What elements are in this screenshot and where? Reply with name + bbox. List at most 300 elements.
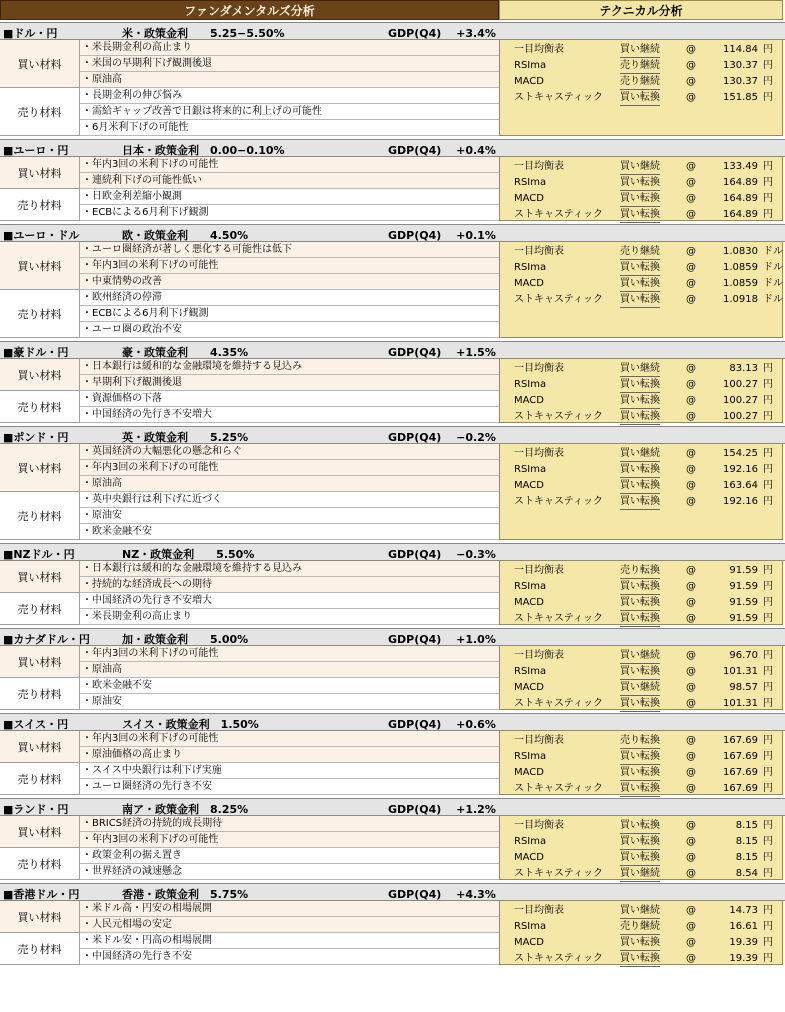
signal-status: 買い転換 xyxy=(620,611,660,627)
buy-factors-label: 買い材料 xyxy=(0,40,80,88)
signal-price: 91.59 xyxy=(729,581,758,592)
pair-name: ■ポンド・円 xyxy=(3,431,69,444)
signal-status: 買い継続 xyxy=(620,361,660,377)
currency-unit: 円 xyxy=(763,193,773,204)
technical-row xyxy=(500,733,782,749)
buy-factor-item: ・年内3回の米利下げの可能性 xyxy=(80,157,499,173)
technical-row xyxy=(500,648,782,664)
sell-factors-label: 売り材料 xyxy=(0,848,80,880)
pair-header-bar xyxy=(0,22,785,40)
indicator-name: MACD xyxy=(514,597,544,608)
technical-panel xyxy=(499,646,783,710)
indicator-name: MACD xyxy=(514,852,544,863)
indicator-name: RSIma xyxy=(514,921,547,932)
at-mark: @ xyxy=(686,395,696,406)
technical-row xyxy=(500,377,782,393)
sell-factor-item: ・米ドル安・円高の相場展開 xyxy=(80,933,499,949)
buy-factor-item: ・年内3回の米利下げの可能性 xyxy=(80,646,499,662)
buy-factor-item: ・年内3回の米利下げの可能性 xyxy=(80,460,499,476)
buy-factor-item: ・BRICS経済の持続的成長期待 xyxy=(80,816,499,832)
gdp-growth: GDP(Q4) −0.2% xyxy=(388,431,496,444)
buy-factor-item: ・年内3回の米利下げの可能性 xyxy=(80,832,499,848)
technical-row xyxy=(500,276,782,292)
technical-row xyxy=(500,159,782,175)
technical-row xyxy=(500,361,782,377)
technical-panel xyxy=(499,40,783,136)
pair-block xyxy=(0,713,785,795)
signal-price: 19.39 xyxy=(729,953,758,964)
gdp-growth: GDP(Q4) +0.4% xyxy=(388,144,496,157)
signal-status: 買い転換 xyxy=(620,818,660,834)
technical-row xyxy=(500,579,782,595)
currency-unit: 円 xyxy=(763,953,773,964)
currency-unit: 円 xyxy=(763,868,773,879)
currency-unit: 円 xyxy=(763,177,773,188)
buy-factors-label: 買い材料 xyxy=(0,731,80,763)
buy-factor-item: ・年内3回の米利下げの可能性 xyxy=(80,258,499,274)
signal-price: 164.89 xyxy=(723,177,758,188)
gdp-growth: GDP(Q4) +1.5% xyxy=(388,346,496,359)
sell-factor-item: ・欧州経済の停滞 xyxy=(80,290,499,306)
pair-header-bar xyxy=(0,883,785,901)
at-mark: @ xyxy=(686,613,696,624)
at-mark: @ xyxy=(686,262,696,273)
signal-status: 買い転換 xyxy=(620,175,660,191)
technical-row xyxy=(500,850,782,866)
technical-panel xyxy=(499,816,783,880)
buy-factors-label: 買い材料 xyxy=(0,157,80,189)
buy-factors-label: 買い材料 xyxy=(0,242,80,290)
technical-row xyxy=(500,951,782,967)
indicator-name: RSIma xyxy=(514,751,547,762)
at-mark: @ xyxy=(686,464,696,475)
indicator-name: ストキャスティック xyxy=(514,496,603,507)
sell-factor-item: ・原油安 xyxy=(80,694,499,710)
pair-block xyxy=(0,22,785,136)
signal-price: 167.69 xyxy=(723,735,758,746)
sell-factor-item: ・中国経済の先行き不安増大 xyxy=(80,407,499,423)
pair-header-bar xyxy=(0,426,785,444)
technical-row xyxy=(500,664,782,680)
currency-unit: 円 xyxy=(763,836,773,847)
indicator-name: MACD xyxy=(514,682,544,693)
at-mark: @ xyxy=(686,379,696,390)
signal-price: 91.59 xyxy=(729,613,758,624)
buy-factor-item: ・原油高 xyxy=(80,662,499,678)
buy-factors-label: 買い材料 xyxy=(0,816,80,848)
at-mark: @ xyxy=(686,921,696,932)
pair-header-bar xyxy=(0,628,785,646)
at-mark: @ xyxy=(686,666,696,677)
currency-unit: 円 xyxy=(763,937,773,948)
at-mark: @ xyxy=(686,597,696,608)
signal-status: 買い転換 xyxy=(620,494,660,510)
signal-status: 売り転換 xyxy=(620,733,660,749)
signal-price: 91.59 xyxy=(729,565,758,576)
gdp-growth: GDP(Q4) +0.1% xyxy=(388,229,496,242)
indicator-name: 一目均衡表 xyxy=(514,565,564,576)
pair-name: ■ユーロ・円 xyxy=(3,144,69,157)
technical-panel xyxy=(499,444,783,540)
buy-factor-item: ・早期利下げ観測後退 xyxy=(80,375,499,391)
buy-factor-item: ・連続利下げの可能性低い xyxy=(80,173,499,189)
at-mark: @ xyxy=(686,60,696,71)
signal-status: 買い継続 xyxy=(620,866,660,882)
pair-block xyxy=(0,798,785,880)
signal-price: 83.13 xyxy=(729,363,758,374)
at-mark: @ xyxy=(686,581,696,592)
currency-unit: 円 xyxy=(763,209,773,220)
buy-factor-item: ・人民元相場の安定 xyxy=(80,917,499,933)
currency-unit: 円 xyxy=(763,751,773,762)
technical-row xyxy=(500,478,782,494)
sell-factors-label: 売り材料 xyxy=(0,290,80,338)
indicator-name: MACD xyxy=(514,193,544,204)
at-mark: @ xyxy=(686,682,696,693)
currency-unit: 円 xyxy=(763,60,773,71)
at-mark: @ xyxy=(686,650,696,661)
buy-factor-item: ・中東情勢の改善 xyxy=(80,274,499,290)
signal-price: 151.85 xyxy=(723,92,758,103)
currency-unit: 円 xyxy=(763,161,773,172)
at-mark: @ xyxy=(686,92,696,103)
technical-row xyxy=(500,260,782,276)
technical-panel xyxy=(499,901,783,965)
technical-row xyxy=(500,494,782,510)
indicator-name: MACD xyxy=(514,937,544,948)
sell-factors-label: 売り材料 xyxy=(0,391,80,423)
sell-factors-label: 売り材料 xyxy=(0,88,80,136)
at-mark: @ xyxy=(686,937,696,948)
currency-unit: 円 xyxy=(763,682,773,693)
indicator-name: RSIma xyxy=(514,581,547,592)
technical-panel xyxy=(499,242,783,338)
technical-row xyxy=(500,446,782,462)
signal-status: 買い継続 xyxy=(620,680,660,696)
currency-unit: 円 xyxy=(763,783,773,794)
at-mark: @ xyxy=(686,868,696,879)
gdp-growth: GDP(Q4) +4.3% xyxy=(388,888,496,901)
pair-block xyxy=(0,426,785,540)
currency-unit: 円 xyxy=(763,666,773,677)
sell-factor-item: ・資源価格の下落 xyxy=(80,391,499,407)
signal-price: 8.15 xyxy=(735,852,758,863)
currency-unit: 円 xyxy=(763,448,773,459)
signal-status: 買い継続 xyxy=(620,648,660,664)
signal-status: 買い転換 xyxy=(620,749,660,765)
technical-row xyxy=(500,409,782,425)
buy-factor-item: ・米国の早期利下げ観測後退 xyxy=(80,56,499,72)
technical-row xyxy=(500,611,782,627)
currency-unit: 円 xyxy=(763,565,773,576)
at-mark: @ xyxy=(686,735,696,746)
signal-status: 買い転換 xyxy=(620,276,660,292)
pair-name: ■NZドル・円 xyxy=(3,548,75,561)
at-mark: @ xyxy=(686,496,696,507)
at-mark: @ xyxy=(686,363,696,374)
signal-status: 買い転換 xyxy=(620,834,660,850)
signal-status: 買い転換 xyxy=(620,935,660,951)
policy-rate: 南ア・政策金利 8.25% xyxy=(122,803,249,816)
currency-unit: 円 xyxy=(763,820,773,831)
indicator-name: MACD xyxy=(514,76,544,87)
signal-price: 16.61 xyxy=(729,921,758,932)
buy-factor-item: ・英国経済の大幅悪化の懸念和らぐ xyxy=(80,444,499,460)
buy-factor-item: ・米長期金利の高止まり xyxy=(80,40,499,56)
signal-price: 130.37 xyxy=(723,76,758,87)
indicator-name: MACD xyxy=(514,767,544,778)
at-mark: @ xyxy=(686,565,696,576)
sell-factor-item: ・6月米利下げの可能性 xyxy=(80,120,499,136)
buy-factor-item: ・年内3回の米利下げの可能性 xyxy=(80,731,499,747)
technical-row xyxy=(500,393,782,409)
signal-status: 買い転換 xyxy=(620,595,660,611)
buy-factor-item: ・原油価格の高止まり xyxy=(80,747,499,763)
currency-unit: 円 xyxy=(763,735,773,746)
technical-row xyxy=(500,58,782,74)
technical-row xyxy=(500,765,782,781)
indicator-name: ストキャスティック xyxy=(514,294,603,305)
indicator-name: 一目均衡表 xyxy=(514,44,564,55)
signal-status: 買い転換 xyxy=(620,664,660,680)
gdp-growth: GDP(Q4) −0.3% xyxy=(388,548,496,561)
at-mark: @ xyxy=(686,820,696,831)
currency-unit: ドル xyxy=(763,246,783,257)
policy-rate: 豪・政策金利 4.35% xyxy=(122,346,249,359)
gdp-growth: GDP(Q4) +0.6% xyxy=(388,718,496,731)
currency-unit: 円 xyxy=(763,44,773,55)
currency-unit: 円 xyxy=(763,905,773,916)
technical-row xyxy=(500,462,782,478)
buy-factors-label: 買い材料 xyxy=(0,561,80,593)
signal-status: 買い転換 xyxy=(620,579,660,595)
at-mark: @ xyxy=(686,44,696,55)
technical-row xyxy=(500,563,782,579)
signal-price: 8.15 xyxy=(735,820,758,831)
sell-factor-item: ・米長期金利の高止まり xyxy=(80,609,499,625)
policy-rate: 加・政策金利 5.00% xyxy=(122,633,249,646)
technical-row xyxy=(500,696,782,712)
technical-row xyxy=(500,207,782,223)
sell-factor-item: ・政策金利の据え置き xyxy=(80,848,499,864)
buy-factors-label: 買い材料 xyxy=(0,359,80,391)
buy-factors-label: 買い材料 xyxy=(0,901,80,933)
pair-block xyxy=(0,139,785,221)
sell-factor-item: ・長期金利の伸び悩み xyxy=(80,88,499,104)
signal-price: 1.0918 xyxy=(723,294,758,305)
sell-factors-label: 売り材料 xyxy=(0,678,80,710)
policy-rate: 日本・政策金利 0.00−0.10% xyxy=(122,144,285,157)
signal-status: 買い転換 xyxy=(620,850,660,866)
signal-status: 買い転換 xyxy=(620,260,660,276)
pair-block xyxy=(0,341,785,423)
technical-row xyxy=(500,935,782,951)
currency-unit: ドル xyxy=(763,262,783,273)
indicator-name: ストキャスティック xyxy=(514,92,603,103)
signal-price: 96.70 xyxy=(729,650,758,661)
pair-block xyxy=(0,543,785,625)
technical-row xyxy=(500,818,782,834)
technical-row xyxy=(500,781,782,797)
signal-price: 130.37 xyxy=(723,60,758,71)
signal-price: 167.69 xyxy=(723,767,758,778)
signal-status: 買い転換 xyxy=(620,207,660,223)
currency-unit: 円 xyxy=(763,480,773,491)
signal-status: 買い転換 xyxy=(620,951,660,967)
signal-status: 売り継続 xyxy=(620,58,660,74)
currency-unit: 円 xyxy=(763,767,773,778)
indicator-name: RSIma xyxy=(514,262,547,273)
indicator-name: ストキャスティック xyxy=(514,953,603,964)
indicator-name: RSIma xyxy=(514,60,547,71)
signal-status: 売り継続 xyxy=(620,919,660,935)
currency-unit: 円 xyxy=(763,852,773,863)
at-mark: @ xyxy=(686,294,696,305)
technical-row xyxy=(500,74,782,90)
indicator-name: MACD xyxy=(514,480,544,491)
signal-price: 8.54 xyxy=(735,868,758,879)
signal-status: 買い継続 xyxy=(620,42,660,58)
at-mark: @ xyxy=(686,161,696,172)
technical-panel xyxy=(499,561,783,625)
signal-status: 買い転換 xyxy=(620,377,660,393)
technical-row xyxy=(500,90,782,106)
pair-block xyxy=(0,883,785,965)
signal-price: 164.89 xyxy=(723,193,758,204)
indicator-name: RSIma xyxy=(514,379,547,390)
signal-price: 100.27 xyxy=(723,395,758,406)
indicator-name: ストキャスティック xyxy=(514,783,603,794)
currency-unit: 円 xyxy=(763,650,773,661)
signal-price: 1.0859 xyxy=(723,278,758,289)
sell-factor-item: ・ユーロ圏の政治不安 xyxy=(80,322,499,338)
signal-status: 買い継続 xyxy=(620,446,660,462)
buy-factor-item: ・日本銀行は緩和的な金融環境を維持する見込み xyxy=(80,359,499,375)
signal-status: 買い転換 xyxy=(620,765,660,781)
buy-factor-item: ・日本銀行は緩和的な金融環境を維持する見込み xyxy=(80,561,499,577)
indicator-name: 一目均衡表 xyxy=(514,448,564,459)
pair-name: ■スイス・円 xyxy=(3,718,69,731)
currency-unit: 円 xyxy=(763,92,773,103)
signal-status: 買い転換 xyxy=(620,696,660,712)
pair-block xyxy=(0,224,785,338)
signal-status: 買い転換 xyxy=(620,292,660,308)
at-mark: @ xyxy=(686,836,696,847)
technical-row xyxy=(500,680,782,696)
indicator-name: ストキャスティック xyxy=(514,613,603,624)
at-mark: @ xyxy=(686,448,696,459)
signal-price: 133.49 xyxy=(723,161,758,172)
pair-block xyxy=(0,628,785,710)
pair-name: ■香港ドル・円 xyxy=(3,888,80,901)
at-mark: @ xyxy=(686,953,696,964)
technical-row xyxy=(500,919,782,935)
at-mark: @ xyxy=(686,767,696,778)
sell-factor-item: ・中国経済の先行き不安 xyxy=(80,949,499,965)
signal-price: 101.31 xyxy=(723,666,758,677)
policy-rate: 英・政策金利 5.25% xyxy=(122,431,249,444)
currency-unit: 円 xyxy=(763,363,773,374)
at-mark: @ xyxy=(686,783,696,794)
signal-status: 買い転換 xyxy=(620,393,660,409)
technical-row xyxy=(500,595,782,611)
indicator-name: RSIma xyxy=(514,464,547,475)
sell-factors-label: 売り材料 xyxy=(0,933,80,965)
currency-unit: ドル xyxy=(763,278,783,289)
buy-factor-item: ・持続的な経済成長への期待 xyxy=(80,577,499,593)
signal-status: 売り継続 xyxy=(620,244,660,260)
currency-unit: 円 xyxy=(763,379,773,390)
signal-status: 買い転換 xyxy=(620,90,660,106)
buy-factors-label: 買い材料 xyxy=(0,646,80,678)
signal-status: 売り転換 xyxy=(620,563,660,579)
buy-factor-item: ・原油高 xyxy=(80,476,499,492)
signal-status: 買い転換 xyxy=(620,191,660,207)
policy-rate: NZ・政策金利 5.50% xyxy=(122,548,255,561)
at-mark: @ xyxy=(686,246,696,257)
technical-row xyxy=(500,749,782,765)
technical-row xyxy=(500,903,782,919)
indicator-name: 一目均衡表 xyxy=(514,363,564,374)
signal-price: 192.16 xyxy=(723,464,758,475)
signal-price: 100.27 xyxy=(723,411,758,422)
signal-price: 98.57 xyxy=(729,682,758,693)
technical-row xyxy=(500,191,782,207)
signal-price: 19.39 xyxy=(729,937,758,948)
sell-factor-item: ・原油安 xyxy=(80,508,499,524)
policy-rate: 米・政策金利 5.25−5.50% xyxy=(122,27,285,40)
signal-price: 154.25 xyxy=(723,448,758,459)
at-mark: @ xyxy=(686,76,696,87)
sell-factor-item: ・英中央銀行は利下げに近づく xyxy=(80,492,499,508)
gdp-growth: GDP(Q4) +3.4% xyxy=(388,27,496,40)
signal-price: 100.27 xyxy=(723,379,758,390)
at-mark: @ xyxy=(686,411,696,422)
currency-unit: 円 xyxy=(763,496,773,507)
sell-factor-item: ・日欧金利差縮小観測 xyxy=(80,189,499,205)
signal-price: 91.59 xyxy=(729,597,758,608)
indicator-name: RSIma xyxy=(514,177,547,188)
indicator-name: MACD xyxy=(514,278,544,289)
pair-header-bar xyxy=(0,543,785,561)
fundamentals-header: ファンダメンタルズ分析 xyxy=(0,0,499,20)
signal-price: 192.16 xyxy=(723,496,758,507)
signal-price: 164.89 xyxy=(723,209,758,220)
at-mark: @ xyxy=(686,905,696,916)
currency-unit: 円 xyxy=(763,395,773,406)
signal-price: 101.31 xyxy=(723,698,758,709)
signal-price: 8.15 xyxy=(735,836,758,847)
technical-panel xyxy=(499,731,783,795)
indicator-name: 一目均衡表 xyxy=(514,735,564,746)
signal-status: 売り継続 xyxy=(620,74,660,90)
signal-price: 163.64 xyxy=(723,480,758,491)
indicator-name: MACD xyxy=(514,395,544,406)
gdp-growth: GDP(Q4) +1.0% xyxy=(388,633,496,646)
sell-factor-item: ・ECBによる6月利下げ観測 xyxy=(80,205,499,221)
pair-header-bar xyxy=(0,798,785,816)
buy-factor-item: ・米ドル高・円安の相場展開 xyxy=(80,901,499,917)
pair-name: ■豪ドル・円 xyxy=(3,346,69,359)
pair-name: ■ドル・円 xyxy=(3,27,58,40)
at-mark: @ xyxy=(686,480,696,491)
sell-factors-label: 売り材料 xyxy=(0,189,80,221)
pair-name: ■ランド・円 xyxy=(3,803,69,816)
signal-status: 買い継続 xyxy=(620,159,660,175)
signal-price: 14.73 xyxy=(729,905,758,916)
sell-factor-item: ・中国経済の先行き不安増大 xyxy=(80,593,499,609)
indicator-name: 一目均衡表 xyxy=(514,161,564,172)
